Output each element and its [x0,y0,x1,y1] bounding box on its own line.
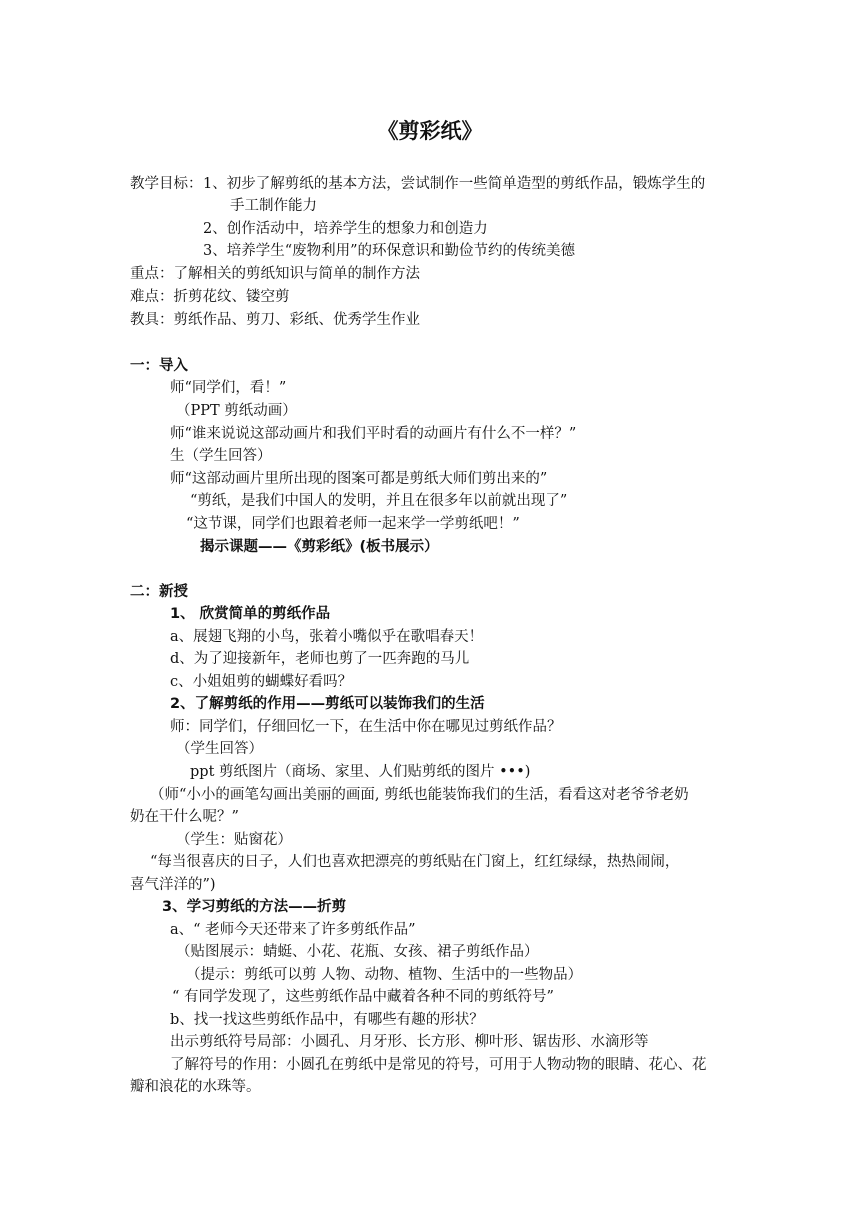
section-1-line: 生（学生回答） [170,448,272,464]
subsection-2-line: 喜气洋洋的”) [130,877,216,893]
subsection-3-heading: 3、学习剪纸的方法——折剪 [162,899,347,915]
subsection-1-line: a、展翅飞翔的小鸟，张着小嘴似乎在歌唱春天！ [170,629,484,645]
objectives-label: 教学目标： [130,176,203,192]
subsection-3b-line: 出示剪纸符号局部：小圆孔、月牙形、长方形、柳叶形、锯齿形、水滴形等 [170,1034,649,1050]
topic-reveal: 揭示课题——《剪彩纸》(板书展示） [200,539,439,555]
objective-2: 2、创作活动中，培养学生的想象力和创造力 [203,221,488,237]
objective-3: 3、培养学生“废物利用”的环保意识和勤俭节约的传统美德 [203,243,576,259]
subsection-3a-line: （提示：剪纸可以剪 人物、动物、植物、生活中的一些物品） [186,967,583,983]
subsection-2-line: （师“小小的画笔勾画出美丽的画面, 剪纸也能装饰我们的生活，看看这对老爷爷老奶 [150,787,689,803]
section-1-heading: 一：导入 [130,358,188,374]
subsection-3b-line: 瓣和浪花的水珠等。 [130,1079,261,1095]
key-point: 重点：了解相关的剪纸知识与简单的制作方法 [130,266,420,282]
materials: 教具：剪纸作品、剪刀、彩纸、优秀学生作业 [130,312,420,328]
subsection-2-line: 师：同学们，仔细回忆一下，在生活中你在哪见过剪纸作品？ [170,719,562,735]
difficulty: 难点：折剪花纹、镂空剪 [130,289,290,305]
subsection-3a-line: （贴图展示：蜻蜓、小花、花瓶、女孩、裙子剪纸作品） [176,944,539,960]
subsection-3a-line: “ 有同学发现了，这些剪纸作品中藏着各种不同的剪纸符号” [172,989,554,1005]
section-1-line: 师“谁来说说这部动画片和我们平时看的动画片有什么不一样？” [170,426,577,442]
subsection-2-line: “每当很喜庆的日子，人们也喜欢把漂亮的剪纸贴在门窗上，红红绿绿，热热闹闹， [150,854,680,870]
subsection-3b-line: 了解符号的作用：小圆孔在剪纸中是常见的符号，可用于人物动物的眼睛、花心、花 [170,1057,707,1073]
subsection-1-line: c、小姐姐剪的蝴蝶好看吗？ [170,674,353,690]
subsection-2-line: （学生：贴窗花） [176,832,292,848]
subsection-3a-heading: a、“ 老师今天还带来了许多剪纸作品” [170,922,416,938]
page-title: 《剪彩纸》 [377,119,483,143]
section-1-line: “这节课，同学们也跟着老师一起来学一学剪纸吧！” [186,516,520,532]
subsection-3b-heading: b、找一找这些剪纸作品中，有哪些有趣的形状？ [170,1012,484,1028]
section-1-line: （PPT 剪纸动画） [176,403,297,419]
section-1-line: 师“这部动画片里所出现的图案可都是剪纸大师们剪出来的” [170,471,548,487]
section-2-heading: 二：新授 [130,584,188,600]
section-1-line: “剪纸，是我们中国人的发明，并且在很多年以前就出现了” [190,493,568,509]
subsection-2-line: （学生回答） [176,741,263,757]
subsection-1-heading: 1、 欣赏简单的剪纸作品 [170,606,331,622]
subsection-2-heading: 2、了解剪纸的作用——剪纸可以装饰我们的生活 [170,696,485,712]
subsection-1-line: d、为了迎接新年，老师也剪了一匹奔跑的马儿 [170,651,470,667]
subsection-2-line: 奶在干什么呢？” [130,809,239,825]
objective-1-line-2: 手工制作能力 [230,198,317,214]
section-1-line: 师“同学们，看！” [170,380,287,396]
subsection-2-line: ppt 剪纸图片（商场、家里、人们贴剪纸的图片 •••) [190,764,531,780]
objective-1-line-1: 1、初步了解剪纸的基本方法，尝试制作一些简单造型的剪纸作品，锻炼学生的 [203,176,706,192]
